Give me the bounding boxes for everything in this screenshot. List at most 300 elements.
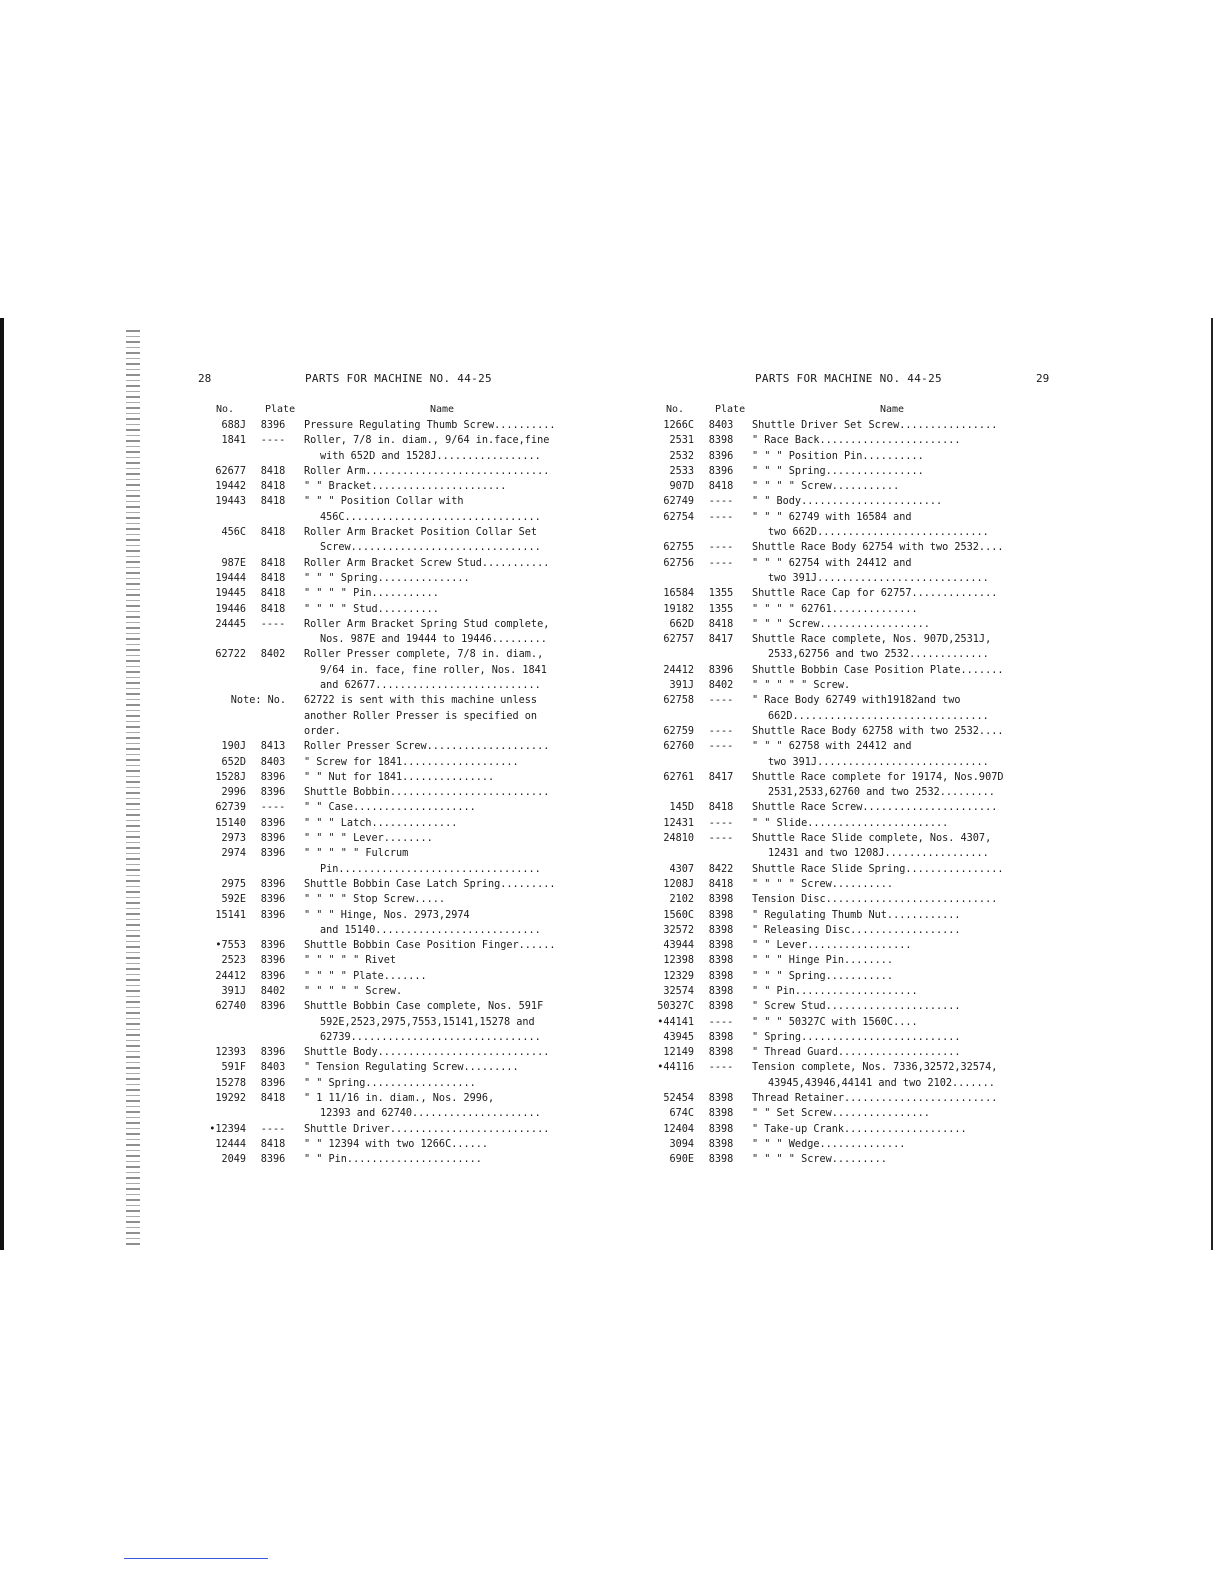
binding-edge <box>126 330 140 1245</box>
part-row <box>196 877 568 892</box>
part-number: 3094 <box>669 1138 694 1150</box>
part-number: •44141 <box>657 1016 694 1028</box>
part-row <box>196 1122 568 1137</box>
part-name: Shuttle Bobbin Case complete, Nos. 591F <box>304 1001 544 1013</box>
part-row <box>644 464 1016 479</box>
note-line <box>196 693 568 708</box>
part-row <box>196 464 568 479</box>
part-number: 62740 <box>215 1001 246 1013</box>
part-row-continuation <box>196 862 568 877</box>
part-row <box>644 1122 1016 1137</box>
part-number: 1208J <box>663 878 694 890</box>
part-number: 50327C <box>657 1001 694 1013</box>
part-row <box>644 1030 1016 1045</box>
part-row <box>644 953 1016 968</box>
part-number <box>196 1015 254 1030</box>
part-number <box>196 663 254 678</box>
plate-number: 8417 <box>708 634 734 646</box>
plate-number <box>702 785 740 800</box>
part-row <box>644 602 1016 617</box>
part-name: " Screw Stud...................... <box>752 1001 961 1013</box>
plate-number: 8403 <box>260 756 286 768</box>
part-number <box>196 540 254 555</box>
part-number <box>196 678 254 693</box>
part-number: 1560C <box>663 909 694 921</box>
plate-number <box>702 709 740 724</box>
part-row <box>196 433 568 448</box>
part-number: 62756 <box>663 557 694 569</box>
part-name: " " Set Screw................ <box>752 1108 930 1120</box>
part-name: " Regulating Thumb Nut............ <box>752 909 961 921</box>
plate-number: 8396 <box>260 970 286 982</box>
plate-number: ---- <box>260 435 286 447</box>
plate-number: 8398 <box>708 435 734 447</box>
part-row <box>644 632 1016 647</box>
part-name: Shuttle Race Screw...................... <box>752 802 998 814</box>
part-name: " " " " Screw........... <box>752 481 900 493</box>
part-row <box>196 969 568 984</box>
note-text: order. <box>304 725 341 737</box>
note-label <box>196 724 292 739</box>
part-number: 690E <box>669 1154 694 1166</box>
part-row-continuation <box>644 785 1016 800</box>
part-name: Pin................................. <box>320 863 541 875</box>
part-number: 62677 <box>215 465 246 477</box>
part-number: 19182 <box>663 603 694 615</box>
part-row <box>644 1091 1016 1106</box>
part-name: " " " 50327C with 1560C.... <box>752 1016 918 1028</box>
part-row <box>644 617 1016 632</box>
part-row <box>196 479 568 494</box>
plate-number: 8418 <box>708 802 734 814</box>
part-name: with 652D and 1528J................. <box>320 450 541 462</box>
part-number: 62739 <box>215 802 246 814</box>
plate-number <box>702 846 740 861</box>
plate-number: 8396 <box>260 1047 286 1059</box>
part-number: 12393 <box>215 1047 246 1059</box>
part-number: 19445 <box>215 588 246 600</box>
part-name: " " " Spring................ <box>752 465 924 477</box>
part-name: " " " " " Fulcrum <box>304 848 409 860</box>
part-name: 12431 and two 1208J................. <box>768 848 989 860</box>
col-head-plate-left: Plate <box>265 404 296 415</box>
plate-number: 8398 <box>708 1031 734 1043</box>
plate-number <box>702 571 740 586</box>
plate-number: 8396 <box>708 450 734 462</box>
plate-number <box>254 1015 292 1030</box>
part-name: " " Nut for 1841............... <box>304 771 495 783</box>
plate-number: 8396 <box>260 817 286 829</box>
part-number <box>196 449 254 464</box>
part-number: 688J <box>221 420 246 431</box>
part-number <box>196 632 254 647</box>
plate-number <box>254 540 292 555</box>
part-name: " Screw for 1841................... <box>304 756 519 768</box>
part-row <box>644 678 1016 693</box>
part-row-continuation <box>644 571 1016 586</box>
plate-number: 8398 <box>708 985 734 997</box>
part-row <box>196 999 568 1014</box>
part-row <box>644 923 1016 938</box>
part-name: " Take-up Crank.................... <box>752 1123 967 1135</box>
plate-number: 8396 <box>260 848 286 860</box>
part-name: 662D................................ <box>768 710 989 722</box>
part-name: Pressure Regulating Thumb Screw.......... <box>304 420 556 431</box>
page-header-right: PARTS FOR MACHINE NO. 44-25 <box>755 372 942 385</box>
plate-number: 8413 <box>260 741 286 753</box>
plate-number: 8396 <box>260 833 286 845</box>
part-number: 62754 <box>663 511 694 523</box>
plate-number: ---- <box>260 1123 286 1135</box>
part-name: " " " " " Screw. <box>752 680 851 692</box>
plate-number <box>254 862 292 877</box>
part-name: " " " Wedge.............. <box>752 1138 906 1150</box>
part-name: Shuttle Body............................ <box>304 1047 550 1059</box>
part-name: Nos. 987E and 19444 to 19446......... <box>320 634 547 646</box>
plate-number: 8398 <box>708 894 734 906</box>
plate-number: 8398 <box>708 1093 734 1105</box>
part-row <box>644 908 1016 923</box>
part-number: 2531 <box>669 435 694 447</box>
part-name: Shuttle Race Body 62754 with two 2532.... <box>752 542 1004 554</box>
plate-number: 8418 <box>260 465 286 477</box>
part-row <box>644 540 1016 555</box>
part-row <box>644 586 1016 601</box>
part-row <box>196 571 568 586</box>
part-name: " " " 62749 with 16584 and <box>752 511 912 523</box>
part-row-continuation <box>196 663 568 678</box>
part-number: 15278 <box>215 1077 246 1089</box>
plate-number: 8417 <box>708 771 734 783</box>
part-row-continuation <box>196 678 568 693</box>
part-number: •44116 <box>657 1062 694 1074</box>
part-number <box>196 862 254 877</box>
plate-number <box>702 1076 740 1091</box>
plate-number <box>254 1106 292 1121</box>
part-row <box>644 1152 1016 1167</box>
part-row <box>196 556 568 571</box>
part-number: 2996 <box>221 787 246 799</box>
part-row <box>644 556 1016 571</box>
part-name: " Thread Guard.................... <box>752 1047 961 1059</box>
part-number: 19442 <box>215 481 246 493</box>
plate-number: 8402 <box>260 649 286 661</box>
part-number: 62759 <box>663 725 694 737</box>
part-name: Shuttle Driver.......................... <box>304 1123 550 1135</box>
part-name: " " " " " Screw. <box>304 985 403 997</box>
plate-number: 8396 <box>708 465 734 477</box>
part-number <box>644 525 702 540</box>
plate-number: 8396 <box>260 1077 286 1089</box>
plate-number: 8398 <box>708 1138 734 1150</box>
plate-number: 8396 <box>260 787 286 799</box>
part-number: 24412 <box>663 664 694 676</box>
part-name: " " " " Screw.......... <box>752 878 894 890</box>
part-row <box>644 969 1016 984</box>
part-name: " " " Screw.................. <box>752 618 930 630</box>
part-name: " " Pin.................... <box>752 985 918 997</box>
part-number: 19443 <box>215 496 246 508</box>
part-number: 652D <box>221 756 246 768</box>
plate-number: 8418 <box>260 481 286 493</box>
plate-number: 8398 <box>708 1047 734 1059</box>
part-name: " " " 62758 with 24412 and <box>752 741 912 753</box>
part-number: 190J <box>221 741 246 753</box>
part-name: 12393 and 62740..................... <box>320 1108 541 1120</box>
part-name: 456C................................ <box>320 511 541 523</box>
part-row <box>196 602 568 617</box>
part-number <box>644 709 702 724</box>
plate-number: 8403 <box>260 1062 286 1074</box>
part-number: 907D <box>669 481 694 493</box>
part-number <box>644 1076 702 1091</box>
part-name: Thread Retainer......................... <box>752 1093 998 1105</box>
part-row <box>196 739 568 754</box>
part-row <box>196 1045 568 1060</box>
plate-number: 8398 <box>708 1123 734 1135</box>
part-row <box>644 938 1016 953</box>
part-number: 62761 <box>663 771 694 783</box>
part-row <box>196 647 568 662</box>
part-name: " " 12394 with two 1266C...... <box>304 1138 489 1150</box>
plate-number: 8418 <box>708 481 734 493</box>
part-row <box>644 816 1016 831</box>
part-number: 2975 <box>221 878 246 890</box>
part-number <box>644 571 702 586</box>
part-row-continuation <box>196 510 568 525</box>
plate-number: ---- <box>708 725 734 737</box>
plate-number <box>254 449 292 464</box>
plate-number: 8418 <box>260 496 286 508</box>
part-name: " Spring.......................... <box>752 1031 961 1043</box>
part-name: " Releasing Disc.................. <box>752 924 961 936</box>
plate-number: ---- <box>708 741 734 753</box>
part-row <box>196 938 568 953</box>
plate-number: ---- <box>708 511 734 523</box>
part-number: 4307 <box>669 863 694 875</box>
part-number: 2532 <box>669 450 694 462</box>
part-number: 32572 <box>663 924 694 936</box>
part-row <box>196 908 568 923</box>
part-number: 1841 <box>221 435 246 447</box>
part-row-continuation <box>644 709 1016 724</box>
part-row <box>644 800 1016 815</box>
plate-number: 8418 <box>708 878 734 890</box>
plate-number: ---- <box>708 695 734 707</box>
plate-number: 8398 <box>708 1154 734 1166</box>
part-number: 12431 <box>663 817 694 829</box>
part-name: " " Slide....................... <box>752 817 949 829</box>
part-name: " " " " 62761.............. <box>752 603 918 615</box>
part-row <box>644 479 1016 494</box>
part-name: " " Bracket...................... <box>304 481 507 493</box>
plate-number <box>254 923 292 938</box>
part-row <box>196 953 568 968</box>
part-number: •12394 <box>209 1123 246 1135</box>
part-row <box>644 892 1016 907</box>
part-number: 62757 <box>663 634 694 646</box>
plate-number: ---- <box>708 817 734 829</box>
part-row-continuation <box>196 449 568 464</box>
part-number: 62722 <box>215 649 246 661</box>
part-number: 32574 <box>663 985 694 997</box>
plate-number: 8398 <box>708 924 734 936</box>
part-number: 592E <box>221 894 246 906</box>
note-line <box>196 724 568 739</box>
part-row <box>644 984 1016 999</box>
plate-number: 8398 <box>708 970 734 982</box>
part-name: Shuttle Race complete for 19174, Nos.907D <box>752 771 1004 783</box>
part-number: 24810 <box>663 833 694 845</box>
part-name: " " " " Pin........... <box>304 588 439 600</box>
part-row <box>196 785 568 800</box>
part-number: 43944 <box>663 940 694 952</box>
part-row <box>196 755 568 770</box>
plate-number <box>254 510 292 525</box>
part-name: " " " " Lever........ <box>304 833 433 845</box>
part-row <box>196 418 568 433</box>
part-row <box>196 1152 568 1167</box>
col-head-no-right: No. <box>666 404 685 415</box>
plate-number: 8418 <box>708 618 734 630</box>
part-number: 43945 <box>663 1031 694 1043</box>
plate-number: 8403 <box>708 420 734 431</box>
plate-number: 8402 <box>708 680 734 692</box>
part-name: Screw............................... <box>320 542 541 554</box>
part-row-continuation <box>196 1030 568 1045</box>
part-number: 24445 <box>215 618 246 630</box>
part-number: 62749 <box>663 496 694 508</box>
part-number: 19444 <box>215 572 246 584</box>
part-name: Shuttle Race Cap for 62757.............. <box>752 588 998 600</box>
plate-number <box>254 678 292 693</box>
plate-number: 8402 <box>260 985 286 997</box>
plate-number <box>254 1030 292 1045</box>
part-name: " " " " " Rivet <box>304 955 397 967</box>
part-row <box>644 1137 1016 1152</box>
part-name: Shuttle Race complete, Nos. 907D,2531J, <box>752 634 992 646</box>
part-name: Roller Presser complete, 7/8 in. diam., <box>304 649 544 661</box>
page-number-right: 29 <box>1036 372 1050 385</box>
part-name: " Tension Regulating Screw......... <box>304 1062 519 1074</box>
part-row <box>644 693 1016 708</box>
plate-number: 8398 <box>708 909 734 921</box>
part-number: 662D <box>669 618 694 630</box>
part-row <box>196 800 568 815</box>
part-row <box>196 892 568 907</box>
part-row <box>644 418 1016 433</box>
part-row <box>196 586 568 601</box>
col-head-plate-right: Plate <box>715 404 746 415</box>
part-name: " " " " Stop Screw..... <box>304 894 446 906</box>
part-number: 1266C <box>663 420 694 431</box>
plate-number: 8418 <box>260 572 286 584</box>
part-row <box>196 617 568 632</box>
plate-number: 8418 <box>260 603 286 615</box>
part-name: " " " Spring........... <box>752 970 894 982</box>
part-name: Roller, 7/8 in. diam., 9/64 in.face,fine <box>304 435 550 447</box>
part-name: " 1 11/16 in. diam., Nos. 2996, <box>304 1093 495 1105</box>
col-head-name-left: Name <box>430 404 455 415</box>
part-number: 987E <box>221 557 246 569</box>
part-row <box>196 494 568 509</box>
part-row <box>644 739 1016 754</box>
part-row-continuation <box>196 540 568 555</box>
part-row <box>644 510 1016 525</box>
part-name: Roller Arm Bracket Screw Stud........... <box>304 557 550 569</box>
part-number <box>196 923 254 938</box>
col-head-name-right: Name <box>880 404 905 415</box>
plate-number: ---- <box>708 1062 734 1074</box>
plate-number <box>254 663 292 678</box>
part-name: " " " Latch.............. <box>304 817 458 829</box>
part-number <box>196 1030 254 1045</box>
part-row <box>644 999 1016 1014</box>
part-name: " Race Body 62749 with19182and two <box>752 695 961 707</box>
scan-right-border <box>1211 318 1213 1250</box>
plate-number: 8422 <box>708 863 734 875</box>
part-name: Shuttle Race Body 62758 with two 2532.... <box>752 725 1004 737</box>
part-name: " " " Hinge Pin........ <box>752 955 894 967</box>
parts-list-left <box>196 418 568 1168</box>
part-row <box>644 1045 1016 1060</box>
part-name: " " " Hinge, Nos. 2973,2974 <box>304 909 470 921</box>
plate-number: 8398 <box>708 940 734 952</box>
part-name: 592E,2523,2975,7553,15141,15278 and <box>320 1016 535 1028</box>
part-row <box>644 862 1016 877</box>
part-number: 19292 <box>215 1093 246 1105</box>
part-name: Tension Disc............................ <box>752 894 998 906</box>
plate-number: 8396 <box>708 664 734 676</box>
plate-number: 1355 <box>708 588 734 600</box>
plate-number: 8396 <box>260 1001 286 1013</box>
part-name: Shuttle Bobbin Case Latch Spring......... <box>304 878 556 890</box>
part-row-continuation <box>644 525 1016 540</box>
plate-number: 8398 <box>708 1001 734 1013</box>
part-name: " " Pin...................... <box>304 1154 482 1166</box>
plate-number: 8418 <box>260 588 286 600</box>
part-row <box>196 1076 568 1091</box>
part-name: two 662D............................ <box>768 527 989 539</box>
part-row <box>644 770 1016 785</box>
part-number <box>644 846 702 861</box>
part-number: 2974 <box>221 848 246 860</box>
part-name: two 391J............................ <box>768 572 989 584</box>
part-number: 1528J <box>215 771 246 783</box>
part-name: Shuttle Driver Set Screw................ <box>752 420 998 431</box>
part-number: 15141 <box>215 909 246 921</box>
part-row <box>196 831 568 846</box>
part-name: " " Body....................... <box>752 496 943 508</box>
part-name: Shuttle Bobbin Case Position Finger...... <box>304 940 556 952</box>
part-number <box>196 1106 254 1121</box>
part-number: 15140 <box>215 817 246 829</box>
page-header-left: PARTS FOR MACHINE NO. 44-25 <box>305 372 492 385</box>
note-line <box>196 709 568 724</box>
part-row-continuation <box>644 755 1016 770</box>
part-row <box>644 1015 1016 1030</box>
part-name: " " " Position Collar with <box>304 496 464 508</box>
part-name: Shuttle Bobbin Case Position Plate....... <box>752 664 1004 676</box>
plate-number: 8418 <box>260 1138 286 1150</box>
plate-number: ---- <box>708 1016 734 1028</box>
part-number: 2049 <box>221 1154 246 1166</box>
part-row <box>196 1137 568 1152</box>
part-name: 2533,62756 and two 2532............. <box>768 649 989 661</box>
plate-number: 8418 <box>260 527 286 539</box>
part-name: Roller Arm.............................. <box>304 465 550 477</box>
part-number: 62760 <box>663 741 694 753</box>
